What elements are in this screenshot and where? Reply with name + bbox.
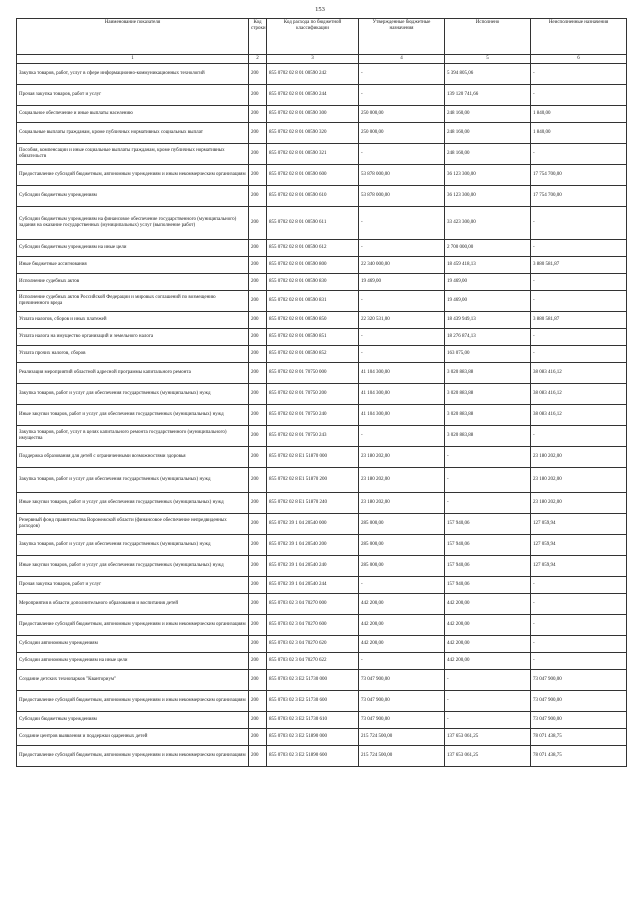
budget-classification-code: 855 0702 02 8 01 00590 321 xyxy=(267,144,359,165)
executed-amount: 33 423 300,00 xyxy=(445,207,531,240)
table-row xyxy=(17,636,627,653)
line-code: 200 xyxy=(249,712,267,729)
table-row xyxy=(17,712,627,729)
indicator-name: Поддержка образования для детей с ограниченными возможностями здоровья xyxy=(17,447,249,468)
line-code: 200 xyxy=(249,729,267,746)
unexecuted-amount: 17 754 700,00 xyxy=(531,186,627,207)
table-row xyxy=(17,556,627,577)
table-row xyxy=(17,535,627,556)
unexecuted-amount: - xyxy=(531,615,627,636)
table-row xyxy=(17,653,627,670)
unexecuted-amount: - xyxy=(531,577,627,594)
unexecuted-amount: 78 071 438,75 xyxy=(531,746,627,767)
line-code: 200 xyxy=(249,165,267,186)
table-row xyxy=(17,274,627,291)
table-row xyxy=(17,312,627,329)
unexecuted-amount: 23 180 202,00 xyxy=(531,447,627,468)
indicator-name: Мероприятия в области дополнительного образования и воспитания детей xyxy=(17,594,249,615)
table-row xyxy=(17,514,627,535)
approved-amount: - xyxy=(359,144,445,165)
indicator-name: Реализация мероприятий областной адресной программы капитального ремонта xyxy=(17,363,249,384)
unexecuted-amount: 1 840,00 xyxy=(531,106,627,123)
indicator-name: Уплата прочих налогов, сборов xyxy=(17,346,249,363)
approved-amount: - xyxy=(359,346,445,363)
indicator-name: Субсидии бюджетным учреждениям xyxy=(17,186,249,207)
table-header-row xyxy=(17,19,627,55)
line-code: 200 xyxy=(249,556,267,577)
budget-classification-code: 855 0702 02 8 01 00590 831 xyxy=(267,291,359,312)
budget-classification-code: 855 0702 02 8 01 70750 243 xyxy=(267,426,359,447)
approved-amount: - xyxy=(359,329,445,346)
table-row xyxy=(17,329,627,346)
executed-amount: 442 200,00 xyxy=(445,615,531,636)
budget-classification-code: 855 0703 02 3 E2 51730 000 xyxy=(267,670,359,691)
approved-amount: 53 878 000,00 xyxy=(359,165,445,186)
table-row xyxy=(17,165,627,186)
executed-amount: 248 160,00 xyxy=(445,144,531,165)
executed-amount: 157 940,06 xyxy=(445,556,531,577)
executed-amount: 5 394 805,06 xyxy=(445,64,531,85)
line-code: 200 xyxy=(249,615,267,636)
unexecuted-amount: - xyxy=(531,426,627,447)
line-code: 200 xyxy=(249,447,267,468)
approved-amount: 285 000,00 xyxy=(359,535,445,556)
budget-classification-code: 855 0703 02 3 E2 51730 610 xyxy=(267,712,359,729)
table-row xyxy=(17,691,627,712)
line-code: 200 xyxy=(249,405,267,426)
executed-amount: 3 020 883,88 xyxy=(445,363,531,384)
approved-amount: - xyxy=(359,85,445,106)
column-number: 2 xyxy=(249,55,267,64)
indicator-name: Социальные выплаты гражданам, кроме публичных нормативных социальных выплат xyxy=(17,123,249,144)
executed-amount: 157 940,06 xyxy=(445,535,531,556)
line-code: 200 xyxy=(249,274,267,291)
line-code: 200 xyxy=(249,594,267,615)
unexecuted-amount: 127 059,94 xyxy=(531,535,627,556)
approved-amount: 23 180 202,00 xyxy=(359,493,445,514)
executed-amount: 19 469,00 xyxy=(445,291,531,312)
approved-amount: - xyxy=(359,207,445,240)
budget-classification-code: 855 0702 02 8 01 00590 320 xyxy=(267,123,359,144)
expenditure-table xyxy=(16,18,627,767)
approved-amount: 23 180 202,00 xyxy=(359,468,445,493)
header-indicator-name: Наименование показателя xyxy=(17,19,249,55)
unexecuted-amount: 1 840,00 xyxy=(531,123,627,144)
executed-amount: - xyxy=(445,712,531,729)
line-code: 200 xyxy=(249,312,267,329)
approved-amount: 250 000,00 xyxy=(359,106,445,123)
indicator-name: Закупка товаров, работ и услуг для обеспечения государственных (муниципальных) нужд xyxy=(17,468,249,493)
indicator-name: Пособия, компенсации и иные социальные выплаты гражданам, кроме публичных нормативных обязательств xyxy=(17,144,249,165)
table-row xyxy=(17,106,627,123)
unexecuted-amount: - xyxy=(531,291,627,312)
line-code: 200 xyxy=(249,363,267,384)
approved-amount: 215 724 500,00 xyxy=(359,746,445,767)
executed-amount: 157 940,06 xyxy=(445,577,531,594)
line-code: 200 xyxy=(249,493,267,514)
approved-amount: 19 469,00 xyxy=(359,274,445,291)
budget-classification-code: 855 0702 02 8 01 70750 240 xyxy=(267,405,359,426)
indicator-name: Предоставление субсидий бюджетным, автономным учреждениям и иным некоммерческим организациям xyxy=(17,691,249,712)
unexecuted-amount: - xyxy=(531,329,627,346)
table-row xyxy=(17,186,627,207)
budget-classification-code: 855 0703 02 3 04 70270 600 xyxy=(267,615,359,636)
approved-amount: 442 200,00 xyxy=(359,636,445,653)
indicator-name: Закупка товаров, работ, услуг в целях капитального ремонта государственного (муниципального) имущества xyxy=(17,426,249,447)
approved-amount: 442 200,00 xyxy=(359,615,445,636)
budget-classification-code: 855 0702 02 8 01 00590 610 xyxy=(267,186,359,207)
approved-amount: 215 724 500,00 xyxy=(359,729,445,746)
table-row xyxy=(17,257,627,274)
header-unexecuted: Неисполненные назначения xyxy=(531,19,627,55)
approved-amount: - xyxy=(359,577,445,594)
budget-classification-code: 855 0702 02 8 01 00590 852 xyxy=(267,346,359,363)
budget-classification-code: 855 0702 02 8 01 00590 830 xyxy=(267,274,359,291)
budget-classification-code: 855 0703 02 3 E2 51890 600 xyxy=(267,746,359,767)
line-code: 200 xyxy=(249,468,267,493)
budget-classification-code: 855 0702 02 8 01 00590 850 xyxy=(267,312,359,329)
indicator-name: Исполнение судебных актов Российской Федерации и мировых соглашений по возмещению причиненного вреда xyxy=(17,291,249,312)
line-code: 200 xyxy=(249,535,267,556)
line-code: 200 xyxy=(249,207,267,240)
unexecuted-amount: 23 180 202,00 xyxy=(531,493,627,514)
executed-amount: 36 123 300,00 xyxy=(445,165,531,186)
unexecuted-amount: - xyxy=(531,240,627,257)
budget-classification-code: 855 0702 02 8 01 00590 611 xyxy=(267,207,359,240)
executed-amount: - xyxy=(445,670,531,691)
line-code: 200 xyxy=(249,106,267,123)
unexecuted-amount: 127 059,94 xyxy=(531,556,627,577)
budget-classification-code: 855 0702 02 8 01 00590 800 xyxy=(267,257,359,274)
table-row xyxy=(17,426,627,447)
executed-amount: 3 020 883,88 xyxy=(445,384,531,405)
budget-classification-code: 855 0702 02 8 E1 51870 240 xyxy=(267,493,359,514)
unexecuted-amount: 127 059,94 xyxy=(531,514,627,535)
table-row xyxy=(17,493,627,514)
executed-amount: 139 120 741,66 xyxy=(445,85,531,106)
table-row xyxy=(17,207,627,240)
executed-amount: 18 439 949,13 xyxy=(445,312,531,329)
table-row xyxy=(17,144,627,165)
budget-classification-code: 855 0702 02 8 01 70750 200 xyxy=(267,384,359,405)
unexecuted-amount: 38 083 416,12 xyxy=(531,384,627,405)
approved-amount: 73 047 900,00 xyxy=(359,712,445,729)
header-approved: Утвержденные бюджетные назначения xyxy=(359,19,445,55)
indicator-name: Прочая закупка товаров, работ и услуг xyxy=(17,85,249,106)
budget-classification-code: 855 0702 02 8 E1 51870 200 xyxy=(267,468,359,493)
table-row xyxy=(17,85,627,106)
executed-amount: 36 123 300,00 xyxy=(445,186,531,207)
line-code: 200 xyxy=(249,85,267,106)
executed-amount: 442 200,00 xyxy=(445,653,531,670)
budget-classification-code: 855 0703 02 3 04 70270 620 xyxy=(267,636,359,653)
table-row xyxy=(17,729,627,746)
line-code: 200 xyxy=(249,257,267,274)
line-code: 200 xyxy=(249,291,267,312)
indicator-name: Прочая закупка товаров, работ и услуг xyxy=(17,577,249,594)
indicator-name: Иные закупки товаров, работ и услуг для обеспечения государственных (муниципальных) нужд xyxy=(17,556,249,577)
column-number: 5 xyxy=(445,55,531,64)
budget-classification-code: 855 0702 39 1 04 20540 200 xyxy=(267,535,359,556)
unexecuted-amount: - xyxy=(531,594,627,615)
approved-amount: 22 320 531,00 xyxy=(359,312,445,329)
executed-amount: 248 160,00 xyxy=(445,123,531,144)
table-row xyxy=(17,291,627,312)
column-number: 3 xyxy=(267,55,359,64)
unexecuted-amount: - xyxy=(531,144,627,165)
table-row xyxy=(17,64,627,85)
unexecuted-amount: - xyxy=(531,64,627,85)
executed-amount: 442 200,00 xyxy=(445,636,531,653)
budget-classification-code: 855 0702 02 8 01 00590 242 xyxy=(267,64,359,85)
approved-amount: 41 104 300,00 xyxy=(359,363,445,384)
line-code: 200 xyxy=(249,636,267,653)
line-code: 200 xyxy=(249,653,267,670)
column-number: 6 xyxy=(531,55,627,64)
unexecuted-amount: 73 047 900,00 xyxy=(531,691,627,712)
indicator-name: Закупка товаров, работ, услуг в сфере информационно-коммуникационных технологий xyxy=(17,64,249,85)
budget-classification-code: 855 0702 02 8 E1 51870 000 xyxy=(267,447,359,468)
approved-amount: 53 878 000,00 xyxy=(359,186,445,207)
line-code: 200 xyxy=(249,670,267,691)
table-row xyxy=(17,346,627,363)
approved-amount: 442 200,00 xyxy=(359,594,445,615)
table-row xyxy=(17,240,627,257)
line-code: 200 xyxy=(249,514,267,535)
line-code: 200 xyxy=(249,384,267,405)
executed-amount: - xyxy=(445,691,531,712)
approved-amount: 285 000,00 xyxy=(359,514,445,535)
executed-amount: - xyxy=(445,493,531,514)
indicator-name: Резервный фонд правительства Воронежской области (финансовое обеспечение непредвиденных расходов) xyxy=(17,514,249,535)
budget-classification-code: 855 0702 02 8 01 00590 612 xyxy=(267,240,359,257)
budget-classification-code: 855 0702 39 1 04 20540 000 xyxy=(267,514,359,535)
table-row xyxy=(17,405,627,426)
executed-amount: - xyxy=(445,447,531,468)
budget-classification-code: 855 0702 02 8 01 00590 851 xyxy=(267,329,359,346)
indicator-name: Иные закупки товаров, работ и услуг для обеспечения государственных (муниципальных) нужд xyxy=(17,405,249,426)
budget-classification-code: 855 0703 02 3 04 70270 622 xyxy=(267,653,359,670)
approved-amount: - xyxy=(359,653,445,670)
line-code: 200 xyxy=(249,240,267,257)
approved-amount: 73 047 900,00 xyxy=(359,691,445,712)
budget-classification-code: 855 0702 02 8 01 00590 244 xyxy=(267,85,359,106)
column-number-row xyxy=(17,55,627,64)
indicator-name: Субсидии бюджетным учреждениям на иные цели xyxy=(17,240,249,257)
unexecuted-amount: 38 083 416,12 xyxy=(531,405,627,426)
unexecuted-amount: - xyxy=(531,346,627,363)
indicator-name: Иные бюджетные ассигнования xyxy=(17,257,249,274)
indicator-name: Уплата налога на имущество организаций и земельного налога xyxy=(17,329,249,346)
budget-classification-code: 855 0703 02 3 E2 51890 000 xyxy=(267,729,359,746)
budget-classification-code: 855 0702 02 8 01 70750 000 xyxy=(267,363,359,384)
executed-amount: 3 020 883,88 xyxy=(445,405,531,426)
unexecuted-amount: 23 180 202,00 xyxy=(531,468,627,493)
executed-amount: 137 653 061,25 xyxy=(445,729,531,746)
approved-amount: 41 104 300,00 xyxy=(359,384,445,405)
indicator-name: Предоставление субсидий бюджетным, автономным учреждениям и иным некоммерческим организациям xyxy=(17,615,249,636)
budget-classification-code: 855 0702 39 1 04 20540 240 xyxy=(267,556,359,577)
executed-amount: 442 200,00 xyxy=(445,594,531,615)
indicator-name: Создание детских технопарков "Кванториум" xyxy=(17,670,249,691)
line-code: 200 xyxy=(249,64,267,85)
unexecuted-amount: - xyxy=(531,636,627,653)
table-row xyxy=(17,468,627,493)
budget-classification-code: 855 0703 02 3 E2 51730 600 xyxy=(267,691,359,712)
approved-amount: 250 000,00 xyxy=(359,123,445,144)
unexecuted-amount: 78 071 438,75 xyxy=(531,729,627,746)
line-code: 200 xyxy=(249,144,267,165)
executed-amount: 2 700 000,00 xyxy=(445,240,531,257)
unexecuted-amount: 73 047 900,00 xyxy=(531,712,627,729)
line-code: 200 xyxy=(249,691,267,712)
line-code: 200 xyxy=(249,186,267,207)
table-row xyxy=(17,670,627,691)
indicator-name: Социальное обеспечение и иные выплаты населению xyxy=(17,106,249,123)
unexecuted-amount: 38 083 416,12 xyxy=(531,363,627,384)
table-row xyxy=(17,447,627,468)
indicator-name: Субсидии автономным учреждениям на иные цели xyxy=(17,653,249,670)
table-row xyxy=(17,384,627,405)
executed-amount: 19 469,00 xyxy=(445,274,531,291)
table-row xyxy=(17,746,627,767)
table-row xyxy=(17,577,627,594)
indicator-name: Закупка товаров, работ и услуг для обеспечения государственных (муниципальных) нужд xyxy=(17,535,249,556)
indicator-name: Закупка товаров, работ и услуг для обеспечения государственных (муниципальных) нужд xyxy=(17,384,249,405)
budget-classification-code: 855 0702 02 8 01 00590 300 xyxy=(267,106,359,123)
unexecuted-amount: - xyxy=(531,207,627,240)
unexecuted-amount: - xyxy=(531,274,627,291)
approved-amount: - xyxy=(359,291,445,312)
line-code: 200 xyxy=(249,329,267,346)
line-code: 200 xyxy=(249,123,267,144)
approved-amount: 22 340 000,00 xyxy=(359,257,445,274)
approved-amount: - xyxy=(359,426,445,447)
executed-amount: 248 160,00 xyxy=(445,106,531,123)
header-executed: Исполнено xyxy=(445,19,531,55)
indicator-name: Субсидии автономным учреждениям xyxy=(17,636,249,653)
approved-amount: 41 104 300,00 xyxy=(359,405,445,426)
line-code: 200 xyxy=(249,426,267,447)
executed-amount: - xyxy=(445,468,531,493)
table-row xyxy=(17,123,627,144)
unexecuted-amount: 3 880 581,87 xyxy=(531,312,627,329)
unexecuted-amount: - xyxy=(531,653,627,670)
table-row xyxy=(17,615,627,636)
header-line-code: Код строки xyxy=(249,19,267,55)
unexecuted-amount: 17 754 700,00 xyxy=(531,165,627,186)
line-code: 200 xyxy=(249,346,267,363)
approved-amount: - xyxy=(359,64,445,85)
approved-amount: 285 000,00 xyxy=(359,556,445,577)
line-code: 200 xyxy=(249,577,267,594)
column-number: 1 xyxy=(17,55,249,64)
executed-amount: 18 459 418,13 xyxy=(445,257,531,274)
budget-classification-code: 855 0702 02 8 01 00590 600 xyxy=(267,165,359,186)
indicator-name: Предоставление субсидий бюджетным, автономным учреждениям и иным некоммерческим организациям xyxy=(17,746,249,767)
indicator-name: Иные закупки товаров, работ и услуг для обеспечения государственных (муниципальных) нужд xyxy=(17,493,249,514)
indicator-name: Создание центров выявления и поддержки одаренных детей xyxy=(17,729,249,746)
unexecuted-amount: - xyxy=(531,85,627,106)
header-budget-code: Код расхода по бюджетной классификации xyxy=(267,19,359,55)
column-number: 4 xyxy=(359,55,445,64)
executed-amount: 18 276 874,13 xyxy=(445,329,531,346)
line-code: 200 xyxy=(249,746,267,767)
indicator-name: Уплата налогов, сборов и иных платежей xyxy=(17,312,249,329)
executed-amount: 157 940,06 xyxy=(445,514,531,535)
approved-amount: 23 180 202,00 xyxy=(359,447,445,468)
budget-classification-code: 855 0702 39 1 04 20540 244 xyxy=(267,577,359,594)
executed-amount: 163 075,00 xyxy=(445,346,531,363)
table-row xyxy=(17,363,627,384)
indicator-name: Субсидии бюджетным учреждениям на финансовое обеспечение государственного (муниципального) задания на оказание государственных (муниципальных) услуг (выполнение работ) xyxy=(17,207,249,240)
budget-classification-code: 855 0703 02 3 04 70270 000 xyxy=(267,594,359,615)
page-number: 153 xyxy=(315,6,325,13)
table-row xyxy=(17,594,627,615)
indicator-name: Субсидии бюджетным учреждениям xyxy=(17,712,249,729)
executed-amount: 3 020 883,88 xyxy=(445,426,531,447)
indicator-name: Исполнение судебных актов xyxy=(17,274,249,291)
unexecuted-amount: 3 880 581,87 xyxy=(531,257,627,274)
approved-amount: 73 047 900,00 xyxy=(359,670,445,691)
unexecuted-amount: 73 047 900,00 xyxy=(531,670,627,691)
indicator-name: Предоставление субсидий бюджетным, автономным учреждениям и иным некоммерческим организациям xyxy=(17,165,249,186)
approved-amount: - xyxy=(359,240,445,257)
executed-amount: 137 653 061,25 xyxy=(445,746,531,767)
